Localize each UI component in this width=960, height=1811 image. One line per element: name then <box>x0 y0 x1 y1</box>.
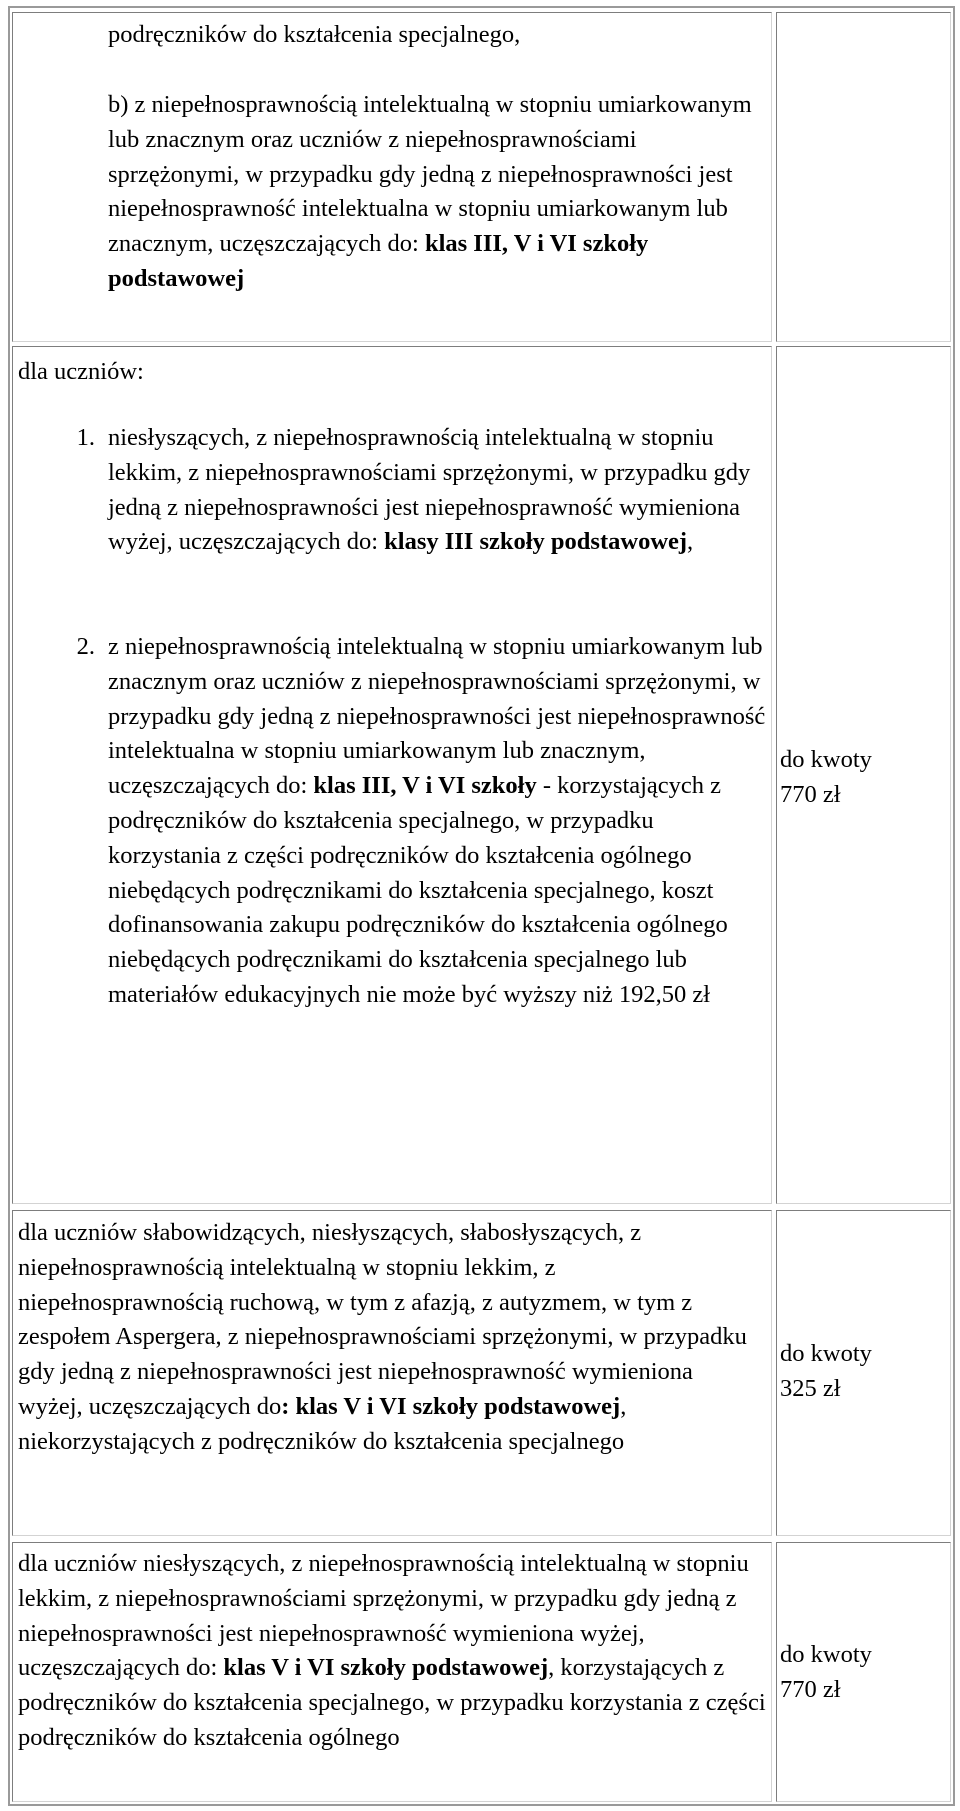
row3-text <box>18 1216 753 1460</box>
row2-item-2-suffix: - korzystających z podręczników do kształcenia specjalnego, w przypadku korzystania z części podręczników do kształcenia ogólnego niebędących podręcznikami do kształcenia specjalnego, koszt dofinansowania zakupu podręczników do kształcenia ogólnego niebędących podręcznikami do kształcenia specjalnego lub materiałów edukacyjnych nie może być wyższy niż 192,50 zł <box>108 772 728 1008</box>
row4-description-cell <box>12 1542 772 1802</box>
row3-text-suffix: , niekorzystających z podręczników do kształcenia specjalnego <box>18 1392 627 1455</box>
row4-text-main: dla uczniów niesłyszących, z niepełnosprawnością intelektualną w stopniu lekkim, z niepełnosprawnościami sprzężonymi, w przypadku gdy jedną z niepełnosprawności jest niepełnosprawność wymieniona wyżej, uczęszczających do: <box>18 1550 749 1682</box>
row2-amount-cell <box>776 346 951 1204</box>
row2-amount-value: 770 zł <box>780 780 841 808</box>
row3-text-main: dla uczniów słabowidzących, niesłyszących, słabosłyszących, z niepełnosprawnością intelektualną w stopniu lekkim, z niepełnosprawnością ruchową, w tym z afazją, z autyzmem, w tym z zespołem Aspergera, z niepełnosprawnościami sprzężonymi, w przypadku gdy jedną z niepełnosprawności jest niepełnosprawność wymieniona wyżej, uczęszczających do <box>18 1219 747 1420</box>
row1-item-b-text: b) z niepełnosprawnością intelektualną w stopniu umiarkowanym lub znacznym oraz uczniów z niepełnosprawnościami sprzężonymi, w przypadku gdy jedną z niepełnosprawności jest niepełnosprawność intelektualna w stopniu umiarkowanym lub znacznym, uczęszczających do: <box>108 91 752 258</box>
row2-item-1 <box>108 421 768 560</box>
row4-amount-cell <box>776 1542 951 1802</box>
row4-amount <box>780 1638 872 1708</box>
row2-heading: dla uczniów: <box>18 358 144 385</box>
row4-text-suffix: , korzystających z podręczników do kształcenia specjalnego, w przypadku korzystania z części podręczników do kształcenia ogólnego <box>18 1654 766 1751</box>
row2-item-1-bold: klasy III szkoły podstawowej <box>384 528 688 556</box>
row4-amount-label: do kwoty <box>780 1641 872 1668</box>
row2-item-2-number: 2. <box>76 633 95 660</box>
row2-description-cell <box>12 346 772 1204</box>
row1-lead-text: podręczników do kształcenia specjalnego, <box>108 21 521 48</box>
row1-item-b <box>108 88 768 297</box>
row4-text <box>18 1547 772 1756</box>
row3-description-cell <box>12 1210 772 1536</box>
row3-amount-value: 325 zł <box>780 1374 841 1402</box>
row2-item-2-text: z niepełnosprawnością intelektualną w stopniu umiarkowanym lub znacznym oraz uczniów z niepełnosprawnościami sprzężonymi, w przypadku gdy jedną z niepełnosprawności jest niepełnosprawność intelektualna w stopniu umiarkowanym lub znacznym, uczęszczających do: <box>108 633 766 800</box>
row3-amount <box>780 1337 872 1407</box>
row2-item-1-suffix: , <box>687 528 694 556</box>
row2-amount <box>780 743 872 813</box>
row4-amount-value: 770 zł <box>780 1675 841 1703</box>
row1-item-b-bold: klas III, V i VI szkoły podstawowej <box>108 230 649 292</box>
row4-text-bold: klas V i VI szkoły podstawowej <box>223 1654 549 1682</box>
row2-amount-label: do kwoty <box>780 746 872 773</box>
row3-text-bold: : klas V i VI szkoły podstawowej <box>281 1392 621 1420</box>
row3-amount-cell <box>776 1210 951 1536</box>
row2-item-2 <box>108 630 768 1013</box>
row2-item-2-bold: klas III, V i VI szkoły <box>313 772 537 800</box>
row3-amount-label: do kwoty <box>780 1340 872 1367</box>
row2-item-1-number: 1. <box>76 424 95 451</box>
row1-amount-cell <box>776 12 951 342</box>
row2-item-1-text: niesłyszących, z niepełnosprawnością intelektualną w stopniu lekkim, z niepełnosprawnościami sprzężonymi, w przypadku gdy jedną z niepełnosprawności jest niepełnosprawność wymieniona wyżej, uczęszczających do: <box>108 424 751 556</box>
row1-description-cell <box>12 12 772 342</box>
